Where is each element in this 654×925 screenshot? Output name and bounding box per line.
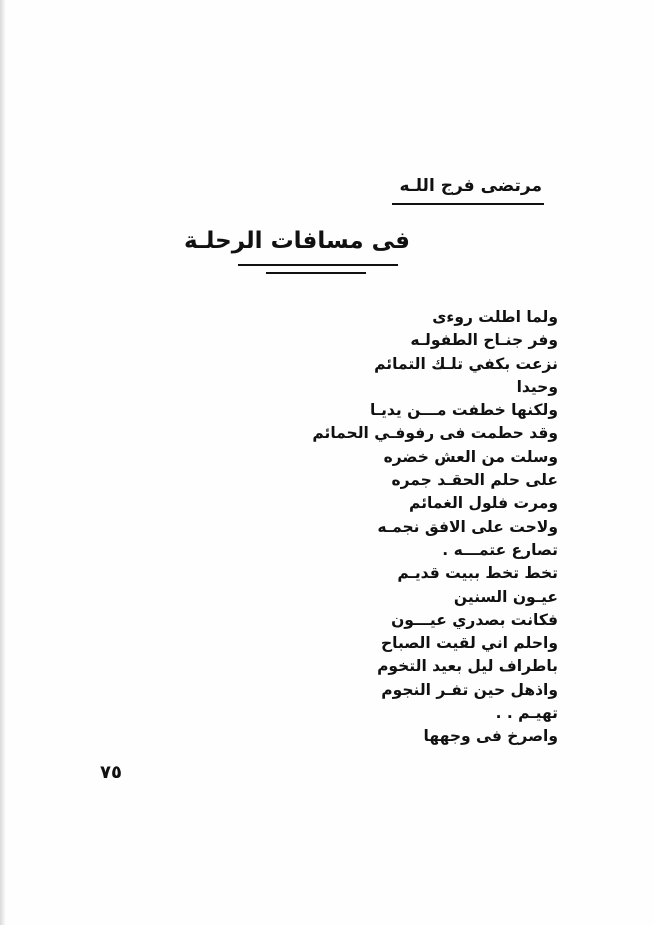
poem-line: واحلم اني لقيت الصباح bbox=[380, 634, 558, 653]
author-underline bbox=[392, 203, 544, 205]
poem-line: وسلت من العش خضره bbox=[383, 447, 558, 466]
poem-line: نزعت بكفي تلـك التمائم bbox=[374, 354, 558, 373]
poem-line: وفر جنـاح الطفولـه bbox=[410, 331, 558, 350]
poem-line: تهيـم . . bbox=[495, 704, 558, 723]
poem-line: ولكنها خطفت مـــن يديـا bbox=[369, 401, 558, 420]
author-name: مرتضى فرج اللـه bbox=[399, 176, 542, 196]
poem-line: فكانت بصدري عيـــون bbox=[391, 610, 558, 629]
poem-line: وقد حطمت فى رفوفـي الحمائم bbox=[312, 424, 558, 443]
title-underline-1 bbox=[238, 264, 398, 266]
poem-title: فى مسافات الرحلـة bbox=[183, 228, 410, 254]
poem-line: ولاحت على الافق نجمـه bbox=[377, 517, 558, 536]
poem-line: على حلم الحقـد جمره bbox=[391, 471, 558, 490]
page-edge-shadow bbox=[0, 0, 6, 925]
poem-line: تصارع عتمـــه . bbox=[442, 540, 558, 559]
poem-body bbox=[312, 306, 558, 749]
page-number: ٧٥ bbox=[100, 762, 122, 783]
poem-line: عيـون السنين bbox=[453, 587, 558, 606]
poem-line: ومرت فلول الغمائم bbox=[409, 494, 558, 513]
poem-line: باطراف ليل بعيد التخوم bbox=[377, 657, 558, 676]
poem-line: وحيدا bbox=[516, 377, 558, 396]
poem-line: واصرخ فى وجهها bbox=[423, 727, 558, 746]
poem-line: تخط تخط ببيت قديـم bbox=[397, 564, 558, 583]
poem-line: ولما اطلت روءى bbox=[432, 308, 558, 326]
title-underline-2 bbox=[266, 272, 366, 274]
poem-line: واذهل حين تفـر النجوم bbox=[381, 680, 558, 699]
